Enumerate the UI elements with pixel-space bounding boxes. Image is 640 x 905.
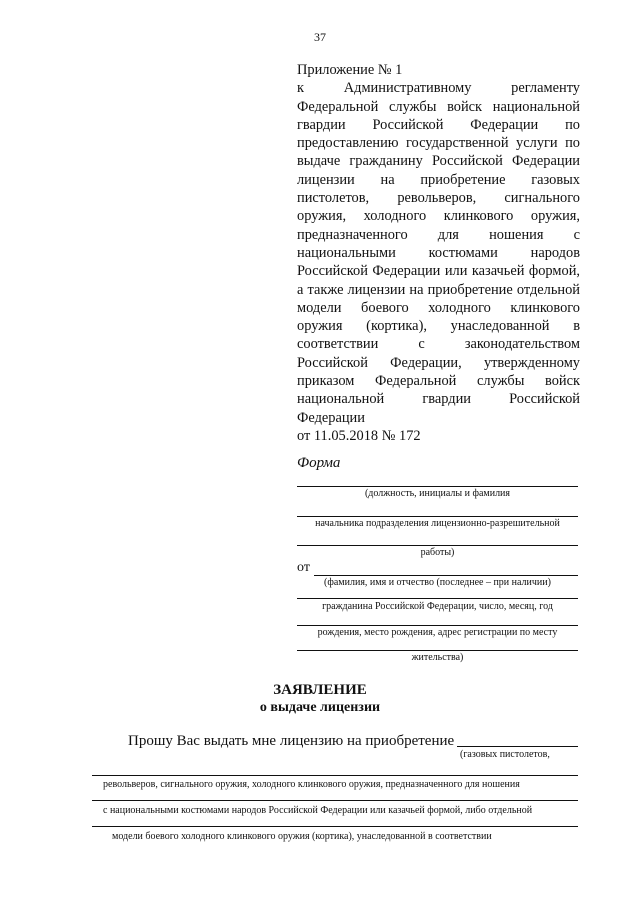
- applicant-caption-4: жительства): [411, 652, 464, 663]
- page-number: 37: [314, 30, 326, 44]
- applicant-line-4[interactable]: [297, 650, 578, 651]
- request-body-line-3[interactable]: [92, 826, 578, 827]
- addressee-caption-3: работы): [420, 547, 455, 558]
- document-title: ЗАЯВЛЕНИЕ: [273, 682, 367, 698]
- applicant-line-2[interactable]: [297, 598, 578, 599]
- addressee-line-3[interactable]: [297, 545, 578, 546]
- addressee-line-1[interactable]: [297, 486, 578, 487]
- request-caption-4: модели боевого холодного клинкового оружия (кортика), унаследованной в соответствии: [112, 831, 492, 842]
- appendix-body: к Административному регламенту Федеральной службы войск национальной гвардии Российской Федерации по предоставлению государственной услуги по выдаче гражданину Российской Федерации лицензии на приобретение газовых пистолетов, револьверов, сигнального оружия, холодного клинкового оружия, предназначенного для ношения с национальными костюмами народов Российской Федерации или казачьей формой, а также лицензии на приобретение отдельной модели боевого холодного клинкового оружия (кортика), унаследованной в соответствии с законодательством Российской Федерации, утвержденному приказом Федеральной службы войск национальной гвардии Российской Федерации: [297, 80, 580, 426]
- applicant-line-3[interactable]: [297, 625, 578, 626]
- appendix-title: Приложение № 1: [297, 62, 403, 78]
- addressee-caption-1: (должность, инициалы и фамилия: [364, 488, 511, 499]
- applicant-caption-1: (фамилия, имя и отчество (последнее – при наличии): [324, 577, 551, 588]
- request-line[interactable]: [457, 746, 578, 747]
- request-body-line-1[interactable]: [92, 775, 578, 776]
- request-caption-3: с национальными костюмами народов Российской Федерации или казачьей формой, либо отдельной: [103, 805, 533, 816]
- from-label: от: [297, 560, 310, 575]
- request-caption-2: револьверов, сигнального оружия, холодного клинкового оружия, предназначенного для ношения: [103, 779, 520, 790]
- addressee-caption-2: начальника подразделения лицензионно-разрешительной: [315, 518, 560, 529]
- request-caption-1: (газовых пистолетов,: [460, 749, 550, 760]
- applicant-caption-3: рождения, место рождения, адрес регистрации по месту: [317, 627, 558, 638]
- appendix-date: от 11.05.2018 № 172: [297, 427, 421, 444]
- form-label: Форма: [297, 455, 341, 471]
- applicant-line-1[interactable]: [314, 575, 578, 576]
- addressee-line-2[interactable]: [297, 516, 578, 517]
- request-text: Прошу Вас выдать мне лицензию на приобретение: [128, 733, 455, 749]
- document-subtitle: о выдаче лицензии: [259, 700, 381, 715]
- applicant-caption-2: гражданина Российской Федерации, число, месяц, год: [322, 601, 553, 612]
- request-body-line-2[interactable]: [92, 800, 578, 801]
- appendix-block: [297, 61, 580, 445]
